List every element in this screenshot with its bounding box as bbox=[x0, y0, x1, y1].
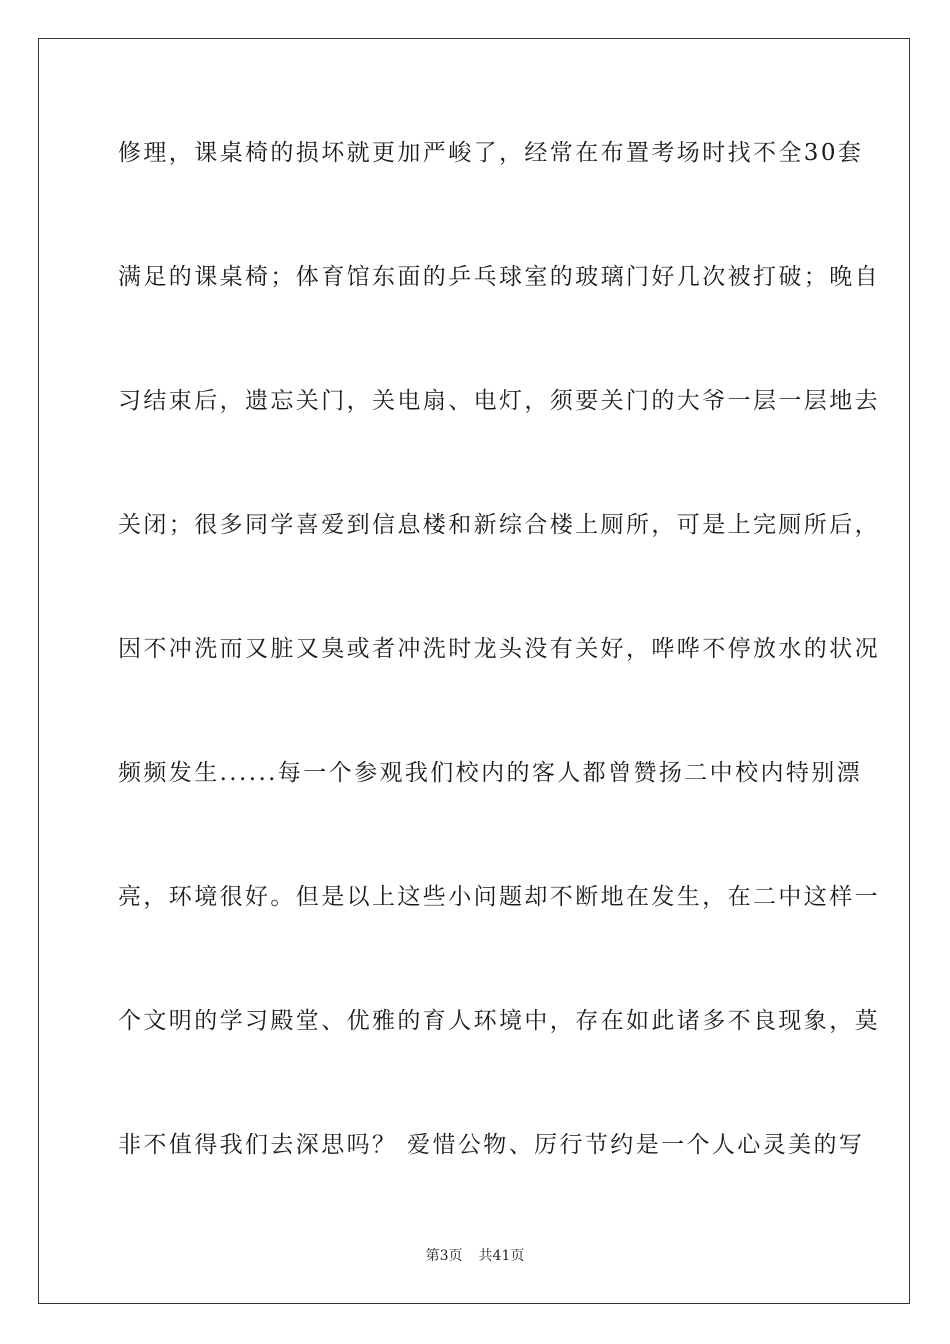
text-line-6: 频频发生......每一个参观我们校内的客人都曾赞扬二中校内特别漂 bbox=[118, 760, 863, 786]
text-line-3: 习结束后，遗忘关门，关电扇、电灯，须要关门的大爷一层一层地去 bbox=[118, 388, 880, 414]
text-line-7: 亮，环境很好。但是以上这些小问题却不断地在发生，在二中这样一 bbox=[118, 884, 880, 910]
text-line-1: 修理，课桌椅的损坏就更加严峻了，经常在布置考场时找不全30套 bbox=[118, 140, 864, 166]
text-line-5: 因不冲洗而又脏又臭或者冲洗时龙头没有关好，哗哗不停放水的状况 bbox=[118, 636, 880, 662]
text-line-2: 满足的课桌椅；体育馆东面的乒乓球室的玻璃门好几次被打破；晚自 bbox=[118, 264, 880, 290]
text-line-4: 关闭；很多同学喜爱到信息楼和新综合楼上厕所，可是上完厕所后， bbox=[118, 512, 880, 538]
page-footer bbox=[0, 1246, 950, 1266]
text-line-9: 非不值得我们去深思吗？ 爱惜公物、厉行节约是一个人心灵美的写 bbox=[118, 1132, 865, 1158]
total-pages: 共41页 bbox=[478, 1248, 525, 1264]
page-number: 第3页 bbox=[425, 1248, 463, 1264]
document-body bbox=[118, 128, 880, 1244]
text-line-8: 个文明的学习殿堂、优雅的育人环境中，存在如此诸多不良现象，莫 bbox=[118, 1008, 880, 1034]
